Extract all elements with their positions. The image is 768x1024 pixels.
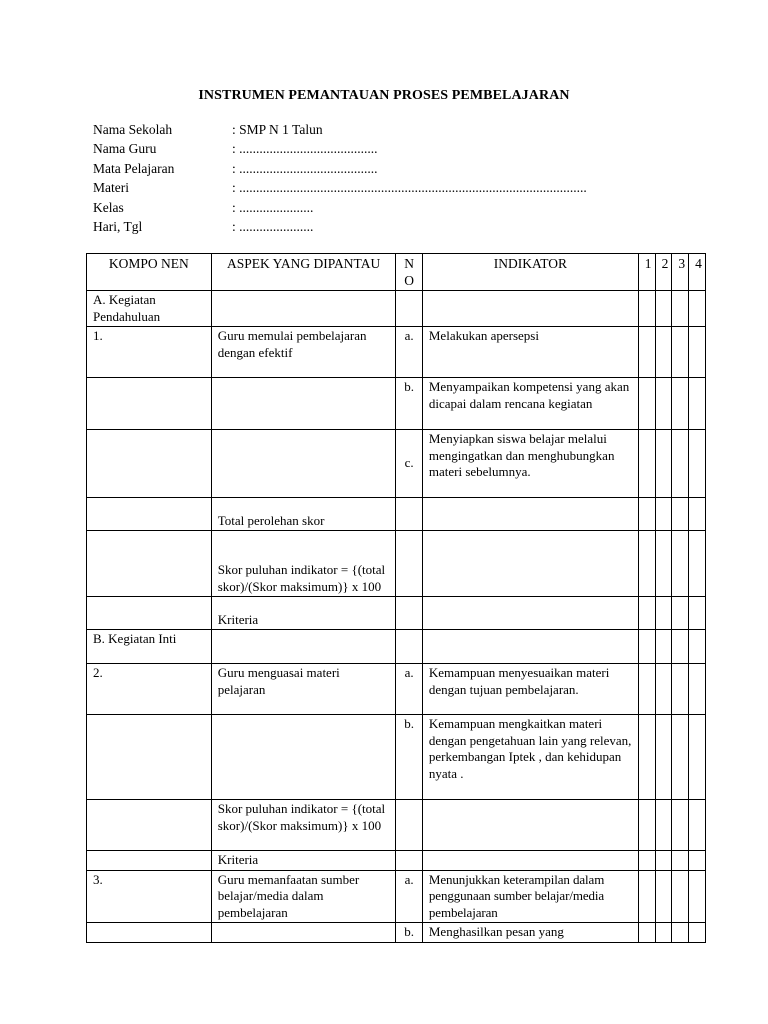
score-cell[interactable]: [672, 327, 689, 378]
score-cell[interactable]: [672, 378, 689, 430]
info-row-materi: [93, 178, 587, 197]
indicator-text: Menyampaikan kompetensi yang akan dicapai dalam rencana kegiatan: [422, 378, 638, 430]
indicator-letter: b.: [396, 715, 422, 800]
kriteria-label: Kriteria: [211, 851, 396, 871]
info-value: : ......................: [232, 218, 314, 234]
header-row: [87, 254, 706, 291]
skor-row: [87, 531, 706, 597]
info-label: Nama Sekolah: [93, 122, 173, 137]
score-cell[interactable]: [689, 378, 706, 430]
score-cell[interactable]: [689, 498, 706, 531]
kriteria-row: [87, 597, 706, 630]
info-row-hari-tgl: [93, 217, 587, 236]
skor-row: [87, 800, 706, 851]
score-cell[interactable]: [638, 378, 655, 430]
table-row: [87, 327, 706, 378]
info-label: Hari, Tgl: [93, 218, 143, 234]
score-cell[interactable]: [655, 597, 672, 630]
score-cell[interactable]: [655, 430, 672, 498]
indicator-letter: b.: [396, 923, 422, 943]
indicator-letter: a.: [396, 870, 422, 923]
indicator-text: Kemampuan mengkaitkan materi dengan pengetahuan lain yang relevan, perkembangan Iptek , dan kehidupan nyata .: [422, 715, 638, 800]
kriteria-row: [87, 851, 706, 871]
header-komponen: KOMPO NEN: [87, 254, 212, 291]
score-cell[interactable]: [672, 715, 689, 800]
section-row-pendahuluan: [87, 291, 706, 327]
header-score-2: 2: [655, 254, 672, 291]
score-cell[interactable]: [672, 498, 689, 531]
aspek-text: Guru memanfaatan sumber belajar/media dalam pembelajaran: [211, 870, 396, 923]
score-cell[interactable]: [672, 923, 689, 943]
header-score-1: 1: [638, 254, 655, 291]
info-label: Materi: [93, 180, 129, 196]
score-cell[interactable]: [638, 715, 655, 800]
score-cell[interactable]: [655, 870, 672, 923]
score-cell[interactable]: [689, 851, 706, 871]
score-cell[interactable]: [689, 630, 706, 664]
total-row: [87, 498, 706, 531]
indicator-letter: a.: [396, 327, 422, 378]
score-cell[interactable]: [638, 851, 655, 871]
score-cell[interactable]: [638, 498, 655, 531]
score-cell[interactable]: [638, 531, 655, 597]
score-cell[interactable]: [655, 851, 672, 871]
indicator-text: Kemampuan menyesuaikan materi dengan tujuan pembelajaran.: [422, 664, 638, 715]
score-cell[interactable]: [672, 531, 689, 597]
info-label: Kelas: [93, 199, 124, 215]
header-indikator: INDIKATOR: [422, 254, 638, 291]
score-cell[interactable]: [655, 923, 672, 943]
indicator-letter: a.: [396, 664, 422, 715]
score-cell[interactable]: [689, 870, 706, 923]
score-cell[interactable]: [672, 870, 689, 923]
indicator-text: Menunjukkan keterampilan dalam penggunaan sumber belajar/media pembelajaran: [422, 870, 638, 923]
indicator-text: Menyiapkan siswa belajar melalui mengingatkan dan menghubungkan materi sebelumnya.: [422, 430, 638, 498]
row-number: 3.: [87, 870, 212, 923]
assessment-table: [86, 253, 706, 943]
aspek-text: Guru memulai pembelajaran dengan efektif: [211, 327, 396, 378]
header-score-4: 4: [689, 254, 706, 291]
info-label: Nama Guru: [93, 141, 157, 157]
score-cell[interactable]: [672, 664, 689, 715]
kriteria-label: Kriteria: [211, 597, 396, 630]
score-cell[interactable]: [689, 923, 706, 943]
table-row: [87, 870, 706, 923]
score-cell[interactable]: [638, 664, 655, 715]
info-row-nama-guru: [93, 139, 587, 158]
header-score-3: 3: [672, 254, 689, 291]
score-cell[interactable]: [638, 430, 655, 498]
score-cell[interactable]: [689, 327, 706, 378]
score-cell[interactable]: [638, 327, 655, 378]
score-cell[interactable]: [638, 800, 655, 851]
info-value: : .......................................................................................................: [232, 180, 587, 196]
score-cell[interactable]: [689, 715, 706, 800]
identity-block: [93, 120, 587, 236]
table-row: [87, 664, 706, 715]
score-cell[interactable]: [655, 630, 672, 664]
score-cell[interactable]: [689, 531, 706, 597]
score-cell[interactable]: [672, 597, 689, 630]
score-cell[interactable]: [672, 630, 689, 664]
aspek-text: Guru menguasai materi pelajaran: [211, 664, 396, 715]
section-label: A. Kegiatan Pendahuluan: [87, 291, 212, 327]
score-cell[interactable]: [689, 597, 706, 630]
indicator-letter: b.: [396, 378, 422, 430]
table-row: [87, 430, 706, 498]
info-row-mata-pelajaran: [93, 159, 587, 178]
info-value: : SMP N 1 Talun: [232, 122, 323, 137]
table-row: [87, 923, 706, 943]
score-cell[interactable]: [672, 430, 689, 498]
indicator-text: Menghasilkan pesan yang: [422, 923, 638, 943]
score-cell[interactable]: [638, 291, 655, 327]
row-number: 1.: [87, 327, 212, 378]
score-cell[interactable]: [655, 378, 672, 430]
skor-formula: Skor puluhan indikator = {(total skor)/(Skor maksimum)} x 100: [211, 531, 396, 597]
score-cell[interactable]: [672, 851, 689, 871]
score-cell[interactable]: [638, 870, 655, 923]
info-label: Mata Pelajaran: [93, 160, 175, 176]
table-row: [87, 378, 706, 430]
score-cell[interactable]: [655, 327, 672, 378]
score-cell[interactable]: [655, 800, 672, 851]
info-row-nama-sekolah: [93, 120, 587, 139]
info-value: : ......................: [232, 199, 314, 215]
info-value: : .........................................: [232, 141, 378, 157]
score-cell[interactable]: [638, 630, 655, 664]
score-cell[interactable]: [655, 715, 672, 800]
score-cell[interactable]: [672, 800, 689, 851]
row-number: 2.: [87, 664, 212, 715]
score-cell[interactable]: [638, 923, 655, 943]
info-row-kelas: [93, 198, 587, 217]
score-cell[interactable]: [689, 664, 706, 715]
total-label: Total perolehan skor: [211, 498, 396, 531]
header-aspek: ASPEK YANG DIPANTAU: [211, 254, 396, 291]
score-cell[interactable]: [638, 597, 655, 630]
score-cell[interactable]: [655, 664, 672, 715]
indicator-text: Melakukan apersepsi: [422, 327, 638, 378]
section-label: B. Kegiatan Inti: [87, 630, 212, 664]
header-no: N O: [396, 254, 422, 291]
score-cell[interactable]: [689, 430, 706, 498]
indicator-letter: c.: [396, 430, 422, 498]
score-cell[interactable]: [689, 800, 706, 851]
score-cell[interactable]: [655, 531, 672, 597]
score-cell[interactable]: [672, 291, 689, 327]
skor-formula: Skor puluhan indikator = {(total skor)/(Skor maksimum)} x 100: [211, 800, 396, 851]
document-title: INSTRUMEN PEMANTAUAN PROSES PEMBELAJARAN: [198, 88, 570, 103]
score-cell[interactable]: [655, 291, 672, 327]
score-cell[interactable]: [655, 498, 672, 531]
section-row-inti: [87, 630, 706, 664]
score-cell[interactable]: [689, 291, 706, 327]
table-row: [87, 715, 706, 800]
info-value: : .........................................: [232, 160, 378, 176]
